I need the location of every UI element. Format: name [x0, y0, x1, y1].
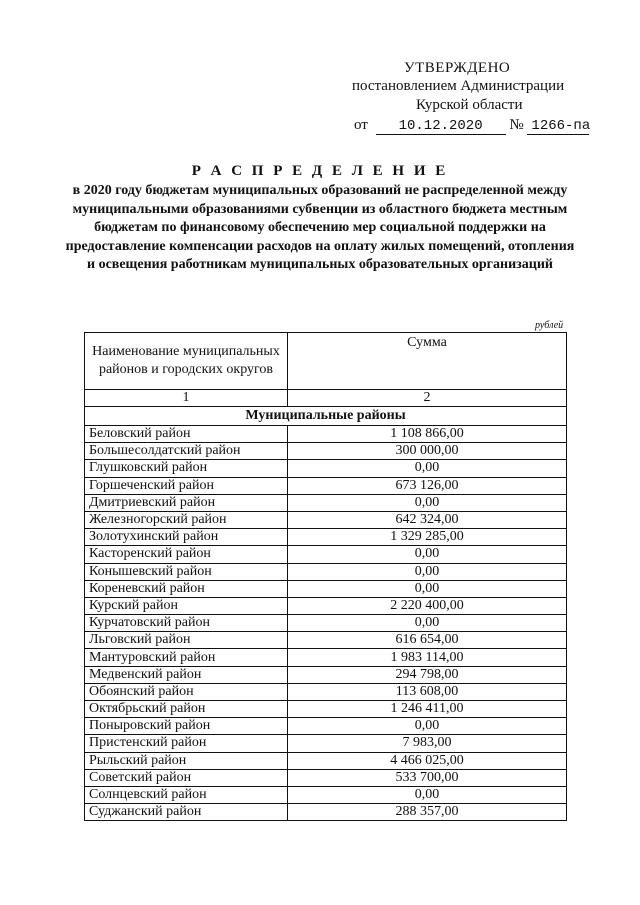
- district-name: Обоянский район: [85, 683, 288, 700]
- number-prefix: №: [509, 117, 524, 133]
- approval-date-line: [354, 117, 589, 135]
- table-row: [85, 511, 567, 528]
- table-row: [85, 426, 567, 443]
- table-row: [85, 649, 567, 666]
- district-sum: 642 324,00: [288, 511, 567, 528]
- district-name: Солнцевский район: [85, 786, 288, 803]
- table-row: [85, 546, 567, 563]
- document-heading: Р А С П Р Е Д Е Л Е Н И Е: [191, 163, 449, 179]
- district-sum: 0,00: [288, 494, 567, 511]
- district-sum: 113 608,00: [288, 683, 567, 700]
- district-name: Курский район: [85, 597, 288, 614]
- approval-number: 1266-па: [527, 118, 589, 135]
- column-header-sum: Сумма: [288, 333, 567, 390]
- district-sum: 1 329 285,00: [288, 529, 567, 546]
- district-name: Курчатовский район: [85, 615, 288, 632]
- district-sum: 673 126,00: [288, 477, 567, 494]
- approval-issuer: постановлением Администрации: [352, 78, 565, 94]
- index-row: [85, 390, 567, 407]
- district-name: Поныровский район: [85, 718, 288, 735]
- approval-date: 10.12.2020: [376, 118, 506, 135]
- table-row: [85, 718, 567, 735]
- table-row: [85, 683, 567, 700]
- district-sum: 7 983,00: [288, 735, 567, 752]
- table-row: [85, 786, 567, 803]
- table-row: [85, 769, 567, 786]
- approval-title: УТВЕРЖДЕНО: [404, 60, 511, 76]
- district-sum: 0,00: [288, 460, 567, 477]
- table-row: [85, 752, 567, 769]
- table-row: [85, 477, 567, 494]
- district-sum: 0,00: [288, 563, 567, 580]
- district-sum: 0,00: [288, 718, 567, 735]
- table-row: [85, 615, 567, 632]
- table-row: [85, 735, 567, 752]
- table-row: [85, 804, 567, 821]
- district-name: Глушковский район: [85, 460, 288, 477]
- district-name: Беловский район: [85, 426, 288, 443]
- table-row: [85, 666, 567, 683]
- district-sum: 533 700,00: [288, 769, 567, 786]
- district-name: Дмитриевский район: [85, 494, 288, 511]
- district-name: Медвенский район: [85, 666, 288, 683]
- distribution-table: [84, 332, 567, 821]
- table-row: [85, 443, 567, 460]
- district-name: Рыльский район: [85, 752, 288, 769]
- table-row: [85, 701, 567, 718]
- table-row: [85, 632, 567, 649]
- column-index-2: 2: [288, 390, 567, 407]
- table-row: [85, 563, 567, 580]
- district-sum: 1 983 114,00: [288, 649, 567, 666]
- district-sum: 294 798,00: [288, 666, 567, 683]
- district-name: Октябрьский район: [85, 701, 288, 718]
- district-name: Советский район: [85, 769, 288, 786]
- district-sum: 4 466 025,00: [288, 752, 567, 769]
- column-header-name: Наименование муниципальных районов и городских округов: [85, 333, 288, 390]
- district-sum: 0,00: [288, 786, 567, 803]
- district-sum: 616 654,00: [288, 632, 567, 649]
- district-name: Мантуровский район: [85, 649, 288, 666]
- approval-region: Курской области: [416, 97, 523, 113]
- document-subtitle: в 2020 году бюджетам муниципальных образований не распределенной между муниципальными образованиями субвенции из областного бюджета местным бюджетам по финансовому обеспечению мер социальной поддержки на предоставление компенсации расходов на оплату жилых помещений, отопления и освещения работникам муниципальных образовательных организаций: [65, 183, 575, 273]
- district-sum: 1 108 866,00: [288, 426, 567, 443]
- district-name: Кореневский район: [85, 580, 288, 597]
- district-name: Касторенский район: [85, 546, 288, 563]
- district-name: Льговский район: [85, 632, 288, 649]
- district-name: Пристенский район: [85, 735, 288, 752]
- unit-label: рублей: [535, 320, 564, 331]
- district-sum: 0,00: [288, 546, 567, 563]
- table-row: [85, 460, 567, 477]
- table-row: [85, 580, 567, 597]
- column-index-1: 1: [85, 390, 288, 407]
- date-prefix: от: [354, 117, 368, 133]
- district-name: Золотухинский район: [85, 529, 288, 546]
- district-sum: 1 246 411,00: [288, 701, 567, 718]
- district-sum: 0,00: [288, 580, 567, 597]
- district-sum: 288 357,00: [288, 804, 567, 821]
- district-sum: 0,00: [288, 615, 567, 632]
- section-row: [85, 407, 567, 426]
- table-body: [85, 426, 567, 821]
- header-row: [85, 333, 567, 390]
- document-title: [0, 163, 640, 275]
- district-sum: 300 000,00: [288, 443, 567, 460]
- district-sum: 2 220 400,00: [288, 597, 567, 614]
- section-title: Муниципальные районы: [85, 407, 567, 426]
- table-row: [85, 529, 567, 546]
- district-name: Суджанский район: [85, 804, 288, 821]
- table-row: [85, 494, 567, 511]
- district-name: Большесолдатский район: [85, 443, 288, 460]
- district-name: Горшеченский район: [85, 477, 288, 494]
- district-name: Железногорский район: [85, 511, 288, 528]
- district-name: Конышевский район: [85, 563, 288, 580]
- table-row: [85, 597, 567, 614]
